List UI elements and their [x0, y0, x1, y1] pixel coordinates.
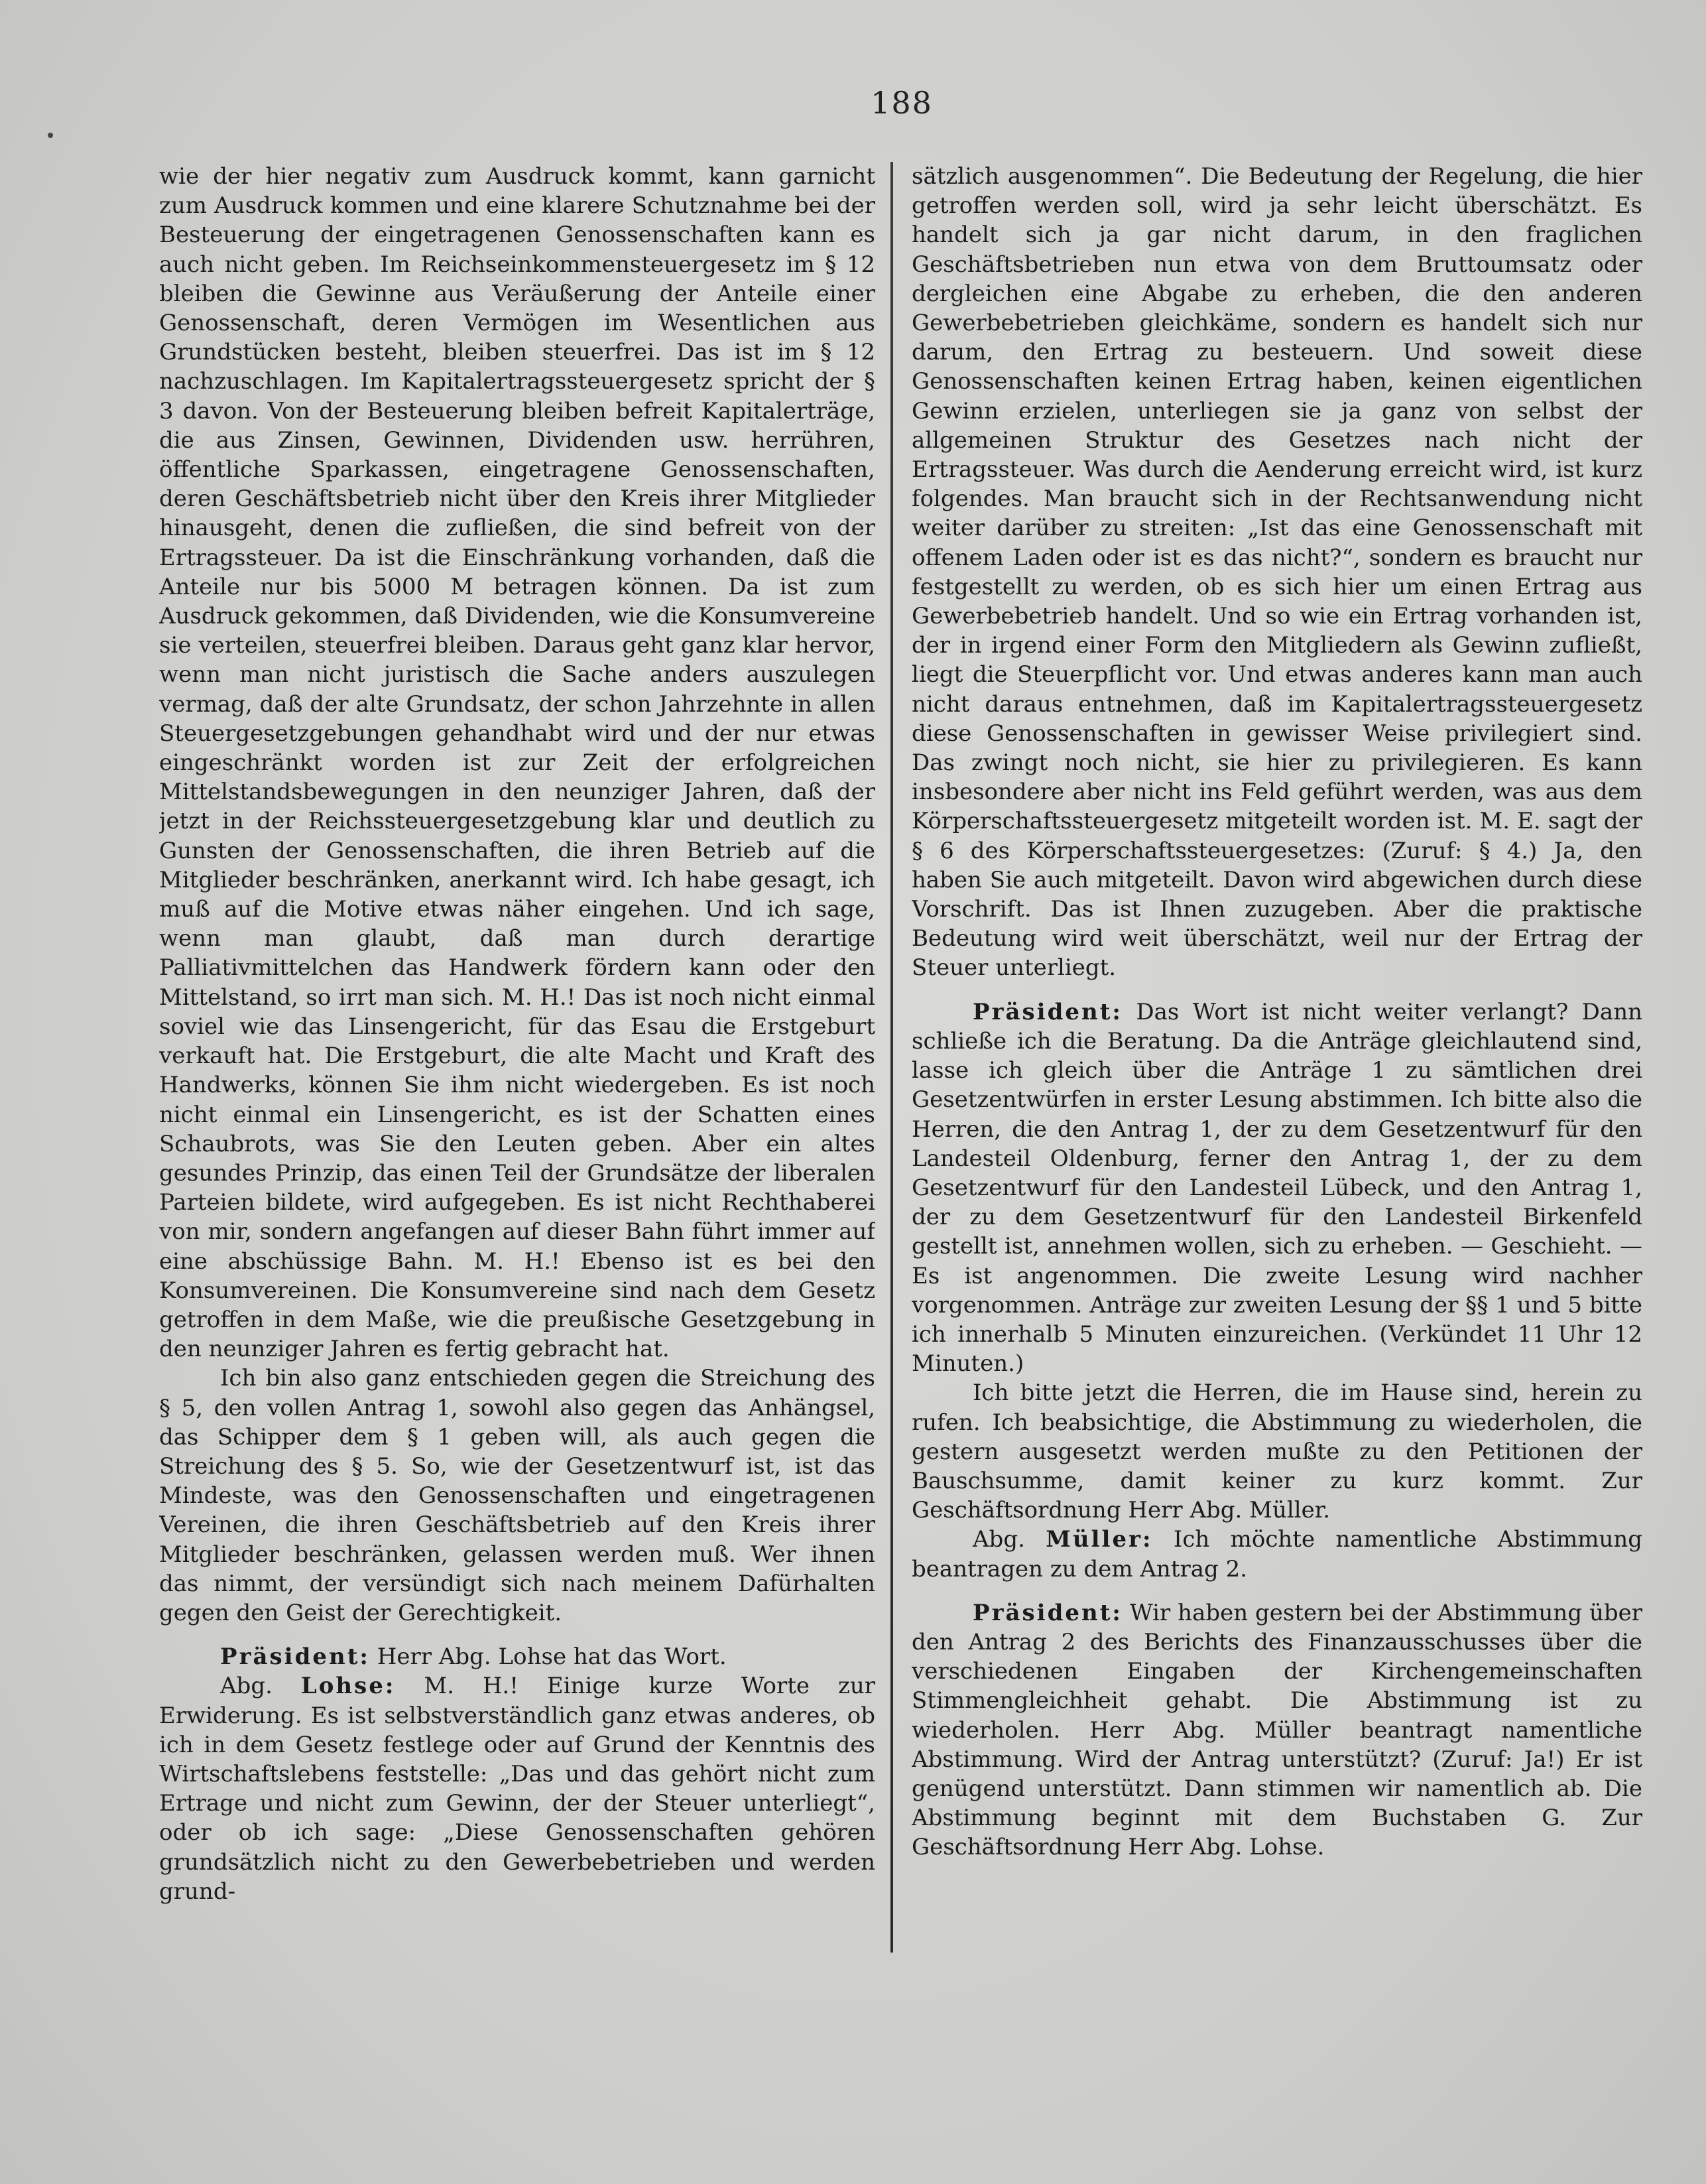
speaker-label: Präsident:	[220, 1643, 370, 1671]
right-paragraph-1: sätzlich ausgenommen“. Die Bedeutung der Regelung, die hier getroffen werden soll, wird ja sehr leicht überschätzt. Es handelt sich ja gar nicht darum, in den fraglichen Geschäftsbetrieben nun etwa von dem Bruttoumsatz oder dergleichen eine Abgabe zu erheben, die den anderen Gewerbebetrieben gleichkäme, sondern es handelt sich nur darum, den Ertrag zu besteuern. Und soweit diese Genossenschaften keinen Ertrag haben, keinen eigentlichen Gewinn erzielen, unterliegen sie ja ganz von selbst der allgemeinen Struktur des Gesetzes nach nicht der Ertragssteuer. Was durch die Aenderung erreicht wird, ist kurz folgendes. Man braucht sich in der Rechtsanwendung nicht weiter darüber zu streiten: „Ist das eine Genossenschaft mit offenem Laden oder ist es das nicht?“, sondern es braucht nur festgestellt zu werden, ob es sich hier um einen Ertrag aus Gewerbebetrieb handelt. Und so wie ein Ertrag vorhanden ist, der in irgend einer Form den Mitgliedern als Gewinn zufließt, liegt die Steuerpflicht vor. Und etwas anderes kann man auch nicht daraus entnehmen, daß im Kapitalertragssteuergesetz diese Genossenschaften in gewisser Weise privilegiert sind. Das zwingt noch nicht, sie hier zu privilegieren. Es kann insbesondere aber nicht ins Feld geführt werden, was aus dem Körperschaftssteuergesetz mitgeteilt worden ist. M. E. sagt der § 6 des Körperschaftssteuergesetzes: (Zuruf: § 4.) Ja, den haben Sie auch mitgeteilt. Davon wird abgewichen durch diese Vorschrift. Das ist Ihnen zuzugeben. Aber die praktische Bedeutung wird weit überschätzt, weil nur der Ertrag der Steuer unterliegt.	[912, 163, 1642, 982]
right-paragraph-4	[912, 1525, 1642, 1583]
speaker-label: Müller:	[1046, 1526, 1153, 1553]
page-number: 188	[871, 85, 933, 121]
column-divider	[890, 162, 893, 1953]
speaker-label: Präsident:	[973, 1599, 1123, 1626]
right-column	[912, 162, 1642, 1939]
speech-text: M. H.! Einige kurze Worte zur Erwiderung. Es ist selbstverständlich ganz etwas anderes, ob ich in dem Gesetz festlege oder auf Grund der Kenntnis des Wirtschaftslebens feststelle: „Das und das gehört nicht zum Ertrage und nicht zum Gewinn, der der Steuer unterliegt“, oder ob ich sage: „Diese Genossenschaften gehören grundsätzlich nicht zu den Gewerbebetrieben und werden grund-	[159, 1673, 875, 1905]
left-paragraph-2: Ich bin also ganz entschieden gegen die Streichung des § 5, den vollen Antrag 1, sowohl also gegen das Anhängsel, das Schipper dem § 1 geben will, als auch gegen die Streichung des § 5. So, wie der Gesetzentwurf ist, ist das Mindeste, was den Genossenschaften und eingetragenen Vereinen, die ihren Geschäftsbetrieb auf den Kreis ihrer Mitglieder beschränken, gelassen werden muß. Wer ihnen das nimmt, der versündigt sich nach meinem Dafürhalten gegen den Geist der Gerechtigkeit.	[159, 1365, 875, 1626]
left-paragraph-4	[159, 1671, 875, 1906]
right-paragraph-3: Ich bitte jetzt die Herren, die im Hause sind, herein zu rufen. Ich beabsichtige, die Abstimmung zu wiederholen, die gestern ausgesetzt werden mußte zu den Petitionen der Bauschsumme, damit keiner zu kurz kommt. Zur Geschäftsordnung Herr Abg. Müller.	[912, 1380, 1642, 1524]
speech-text: Herr Abg. Lohse hat das Wort.	[377, 1643, 727, 1671]
left-column	[159, 162, 875, 2079]
ink-speck	[48, 133, 53, 138]
speaker-prefix: Abg.	[973, 1526, 1025, 1553]
speaker-label: Präsident:	[973, 998, 1123, 1025]
speaker-prefix: Abg.	[220, 1673, 273, 1700]
right-paragraph-5	[912, 1598, 1642, 1862]
speaker-label: Lohse:	[300, 1673, 396, 1700]
left-paragraph-1: wie der hier negativ zum Ausdruck kommt, kann garnicht zum Ausdruck kommen und eine klarere Schutznahme bei der Besteuerung der eingetragenen Genossenschaften kann es auch nicht geben. Im Reichseinkommensteuergesetz im § 12 bleiben die Gewinne aus Veräußerung der Anteile einer Genossenschaft, deren Vermögen im Wesentlichen aus Grundstücken besteht, bleiben steuerfrei. Das ist im § 12 nachzuschlagen. Im Kapitalertragssteuergesetz spricht der § 3 davon. Von der Besteuerung bleiben befreit Kapitalerträge, die aus Zinsen, Gewinnen, Dividenden usw. herrühren, öffentliche Sparkassen, eingetragene Genossenschaften, deren Geschäftsbetrieb nicht über den Kreis ihrer Mitglieder hinausgeht, denen die zufließen, die sind befreit von der Ertragssteuer. Da ist die Einschränkung vorhanden, daß die Anteile nur bis 5000 M betragen können. Da ist zum Ausdruck gekommen, daß Dividenden, wie die Konsumvereine sie verteilen, steuerfrei bleiben. Daraus geht ganz klar hervor, wenn man nicht juristisch die Sache anders auszulegen vermag, daß der alte Grundsatz, der schon Jahrzehnte in allen Steuergesetzgebungen gehandhabt wird und der nur etwas eingeschränkt worden ist zur Zeit der erfolgreichen Mittelstandsbewegungen in den neunziger Jahren, daß der jetzt in der Reichssteuergesetzgebung klar und deutlich zu Gunsten der Genossenschaften, die ihren Betrieb auf die Mitglieder beschränken, anerkannt wird. Ich habe gesagt, ich muß auf die Motive etwas näher eingehen. Und ich sage, wenn man glaubt, daß man durch derartige Palliativmittelchen das Handwerk fördern kann oder den Mittelstand, so irrt man sich. M. H.! Das ist noch nicht einmal soviel wie das Linsengericht, für das Esau die Erstgeburt verkauft hat. Die Erstgeburt, die alte Macht und Kraft des Handwerks, können Sie ihm nicht wiedergeben. Es ist noch nicht einmal ein Linsengericht, es ist der Schatten eines Schaubrots, was Sie den Leuten geben. Aber ein altes gesundes Prinzip, das einen Teil der Grundsätze der liberalen Parteien bildete, wird aufgegeben. Es ist nicht Rechthaberei von mir, sondern angefangen auf dieser Bahn führt immer auf eine abschüssige Bahn. M. H.! Ebenso ist es bei den Konsumvereinen. Die Konsumvereine sind nach dem Gesetz getroffen in dem Maße, wie die preußische Gesetzgebung in den neunziger Jahren es fertig gebracht hat.	[159, 163, 875, 1363]
speech-text: Ich möchte namentliche Abstimmung beantragen zu dem Antrag 2.	[912, 1526, 1642, 1582]
right-paragraph-2	[912, 997, 1642, 1379]
speech-text: Wir haben gestern bei der Abstimmung über den Antrag 2 des Berichts des Finanzausschusses über die verschiedenen Eingaben der Kirchengemeinschaften Stimmengleichheit gehabt. Die Abstimmung ist zu wiederholen. Herr Abg. Müller beantragt namentliche Abstimmung. Wird der Antrag unterstützt? (Zuruf: Ja!) Er ist genügend unterstützt. Dann stimmen wir namentlich ab. Die Abstimmung beginnt mit dem Buchstaben G. Zur Geschäftsordnung Herr Abg. Lohse.	[912, 1599, 1642, 1861]
speech-text: Das Wort ist nicht weiter verlangt? Dann schließe ich die Beratung. Da die Anträge gleichlautend sind, lasse ich gleich über die Anträge 1 zu sämtlichen drei Gesetzentwürfen in erster Lesung abstimmen. Ich bitte also die Herren, die den Antrag 1, der zu dem Gesetzentwurf für den Landesteil Oldenburg, ferner den Antrag 1, der zu dem Gesetzentwurf für den Landesteil Lübeck, und den Antrag 1, der zu dem Gesetzentwurf für den Landesteil Birkenfeld gestellt ist, annehmen wollen, sich zu erheben. — Geschieht. — Es ist angenommen. Die zweite Lesung wird nachher vorgenommen. Anträge zur zweiten Lesung der §§ 1 und 5 bitte ich innerhalb 5 Minuten einzureichen. (Verkündet 11 Uhr 12 Minuten.)	[912, 998, 1642, 1378]
left-paragraph-3	[159, 1642, 875, 1671]
